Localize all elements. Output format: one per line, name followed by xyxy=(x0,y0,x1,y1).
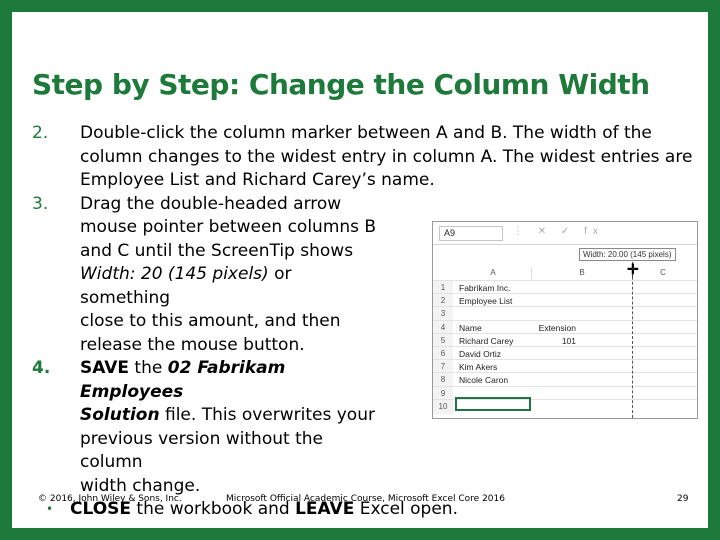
cell-a[interactable]: Kim Akers xyxy=(459,362,498,373)
bullet-end: Excel open. xyxy=(354,499,458,519)
screentip-width: Width: 20 (145 pixels) xyxy=(80,264,269,284)
step-line xyxy=(80,357,380,404)
row-number[interactable]: 4 xyxy=(433,321,453,335)
cell-a[interactable]: Richard Carey xyxy=(459,335,514,346)
bullet-mid: the workbook and xyxy=(131,499,296,519)
cell-a[interactable]: Name xyxy=(459,322,482,333)
step-line: release the mouse button. xyxy=(80,334,305,355)
formula-bar xyxy=(433,222,697,245)
row-number[interactable]: 8 xyxy=(433,373,453,387)
save-keyword: SAVE xyxy=(80,358,130,378)
slide-title: Step by Step: Change the Column Width xyxy=(32,68,650,101)
step-line: Drag the double-headed arrow xyxy=(80,193,342,214)
slide xyxy=(12,12,708,528)
step-line xyxy=(80,263,380,310)
step-connector: the xyxy=(129,358,168,378)
selected-cell[interactable] xyxy=(455,397,531,411)
row-number[interactable]: 5 xyxy=(433,334,453,348)
cell-b[interactable]: Extension xyxy=(538,322,576,333)
excel-screenshot xyxy=(432,221,698,419)
step-text: Double-click the column marker between A and B. The width of the column changes to the widest entry in column A. The widest entries are Employee List and Richard Carey’s name. xyxy=(80,123,693,190)
name-box[interactable]: A9 xyxy=(439,226,503,241)
cell-b[interactable]: 101 xyxy=(561,335,576,346)
cell-a[interactable]: Employee List xyxy=(459,296,513,307)
resize-cursor-icon[interactable]: ✛ xyxy=(627,261,639,277)
footer-copyright: © 2016, John Wiley & Sons, Inc. xyxy=(38,494,182,504)
formula-icons: ⋮ ✕ ✓ fx xyxy=(513,226,604,237)
leave-keyword: LEAVE xyxy=(295,499,355,519)
row-number[interactable]: 6 xyxy=(433,347,453,361)
row-number[interactable]: 1 xyxy=(433,281,453,295)
step-line xyxy=(80,404,380,428)
step-line-rest: file. This overwrites your xyxy=(159,405,375,425)
step-line: close to this amount, and then xyxy=(80,311,341,331)
width-screentip: Width: 20.00 (145 pixels) xyxy=(579,248,676,261)
step-line: and C until the ScreenTip shows xyxy=(80,240,354,261)
cell-a[interactable]: Fabrikam Inc. xyxy=(459,283,511,293)
column-resize-line xyxy=(632,262,634,418)
footer-course: Microsoft Official Academic Course, Microsoft Excel Core 2016 xyxy=(226,494,505,504)
row-number[interactable]: 9 xyxy=(433,387,453,401)
column-header-a[interactable]: A xyxy=(455,267,532,279)
bullet-icon: • xyxy=(46,502,54,516)
row-number[interactable]: 3 xyxy=(433,307,453,321)
cell-a[interactable]: Nicole Caron xyxy=(459,375,509,386)
row-number[interactable]: 2 xyxy=(433,294,453,308)
step-number: 3. xyxy=(32,193,49,214)
row-number[interactable]: 10 xyxy=(433,400,453,414)
step-number: 4. xyxy=(32,358,51,378)
column-header-b[interactable]: B xyxy=(532,267,633,279)
step-line: mouse pointer between columns B xyxy=(80,217,377,237)
step-number: 2. xyxy=(32,123,49,143)
column-header-c[interactable]: C xyxy=(660,268,666,277)
file-name: 02 Fabrikam Employees xyxy=(80,358,286,402)
file-name-cont: Solution xyxy=(80,405,160,425)
row-number[interactable]: 7 xyxy=(433,360,453,374)
step-2 xyxy=(32,122,708,193)
step-line: previous version without the column xyxy=(80,428,323,472)
step-line: width change. xyxy=(80,475,201,496)
step-line-tail: or something xyxy=(80,264,292,308)
close-keyword: CLOSE xyxy=(70,499,132,519)
footer-page-number: 29 xyxy=(677,494,689,504)
cell-a[interactable]: David Ortiz xyxy=(459,349,502,359)
